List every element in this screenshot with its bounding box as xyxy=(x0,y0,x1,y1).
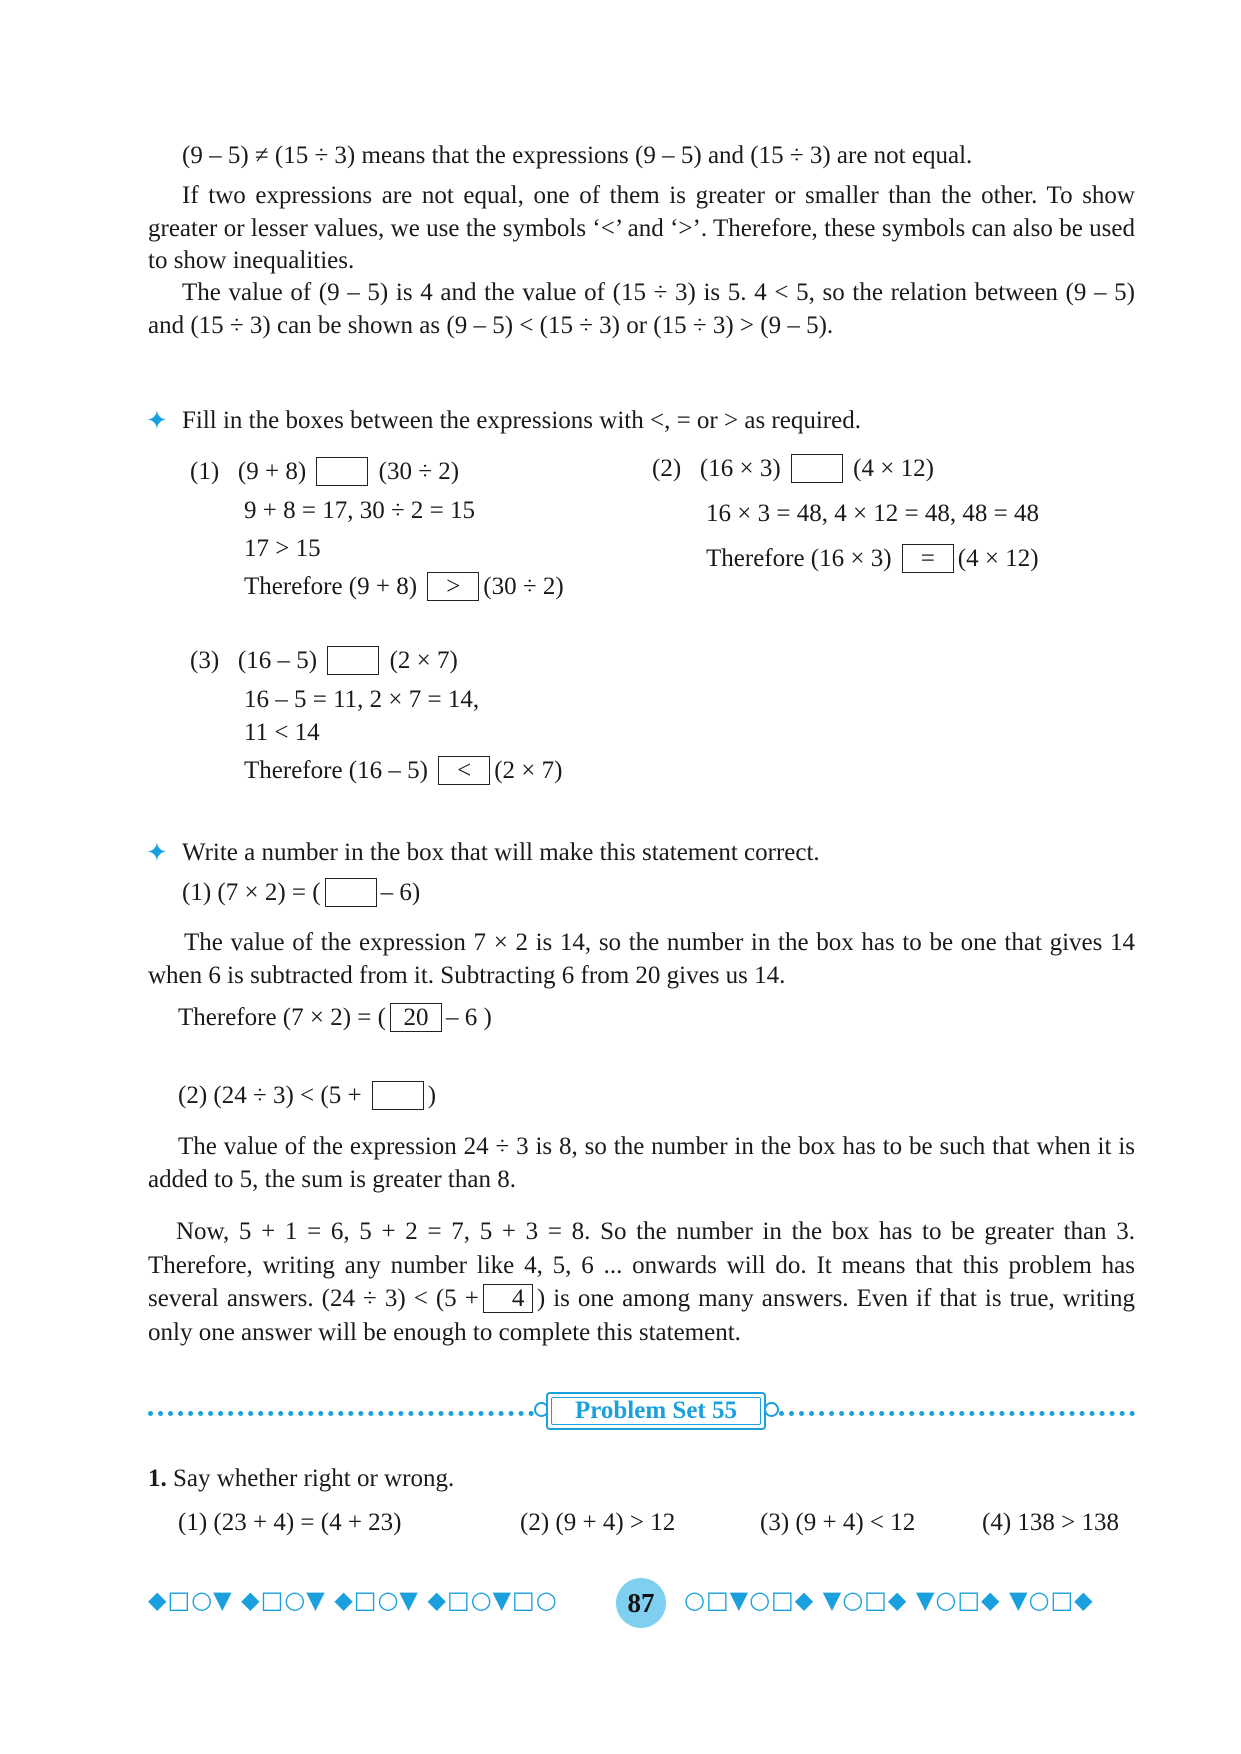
problem-number: 1. xyxy=(148,1465,167,1492)
star-bullet-icon: ✦ xyxy=(146,406,168,436)
therefore-text: Therefore (16 – 5) xyxy=(244,757,428,784)
problem-1 xyxy=(148,1463,454,1495)
write-explanation-3 xyxy=(148,1215,1135,1349)
example-1-compare: 17 > 15 xyxy=(244,535,321,562)
explanation-text: Now, 5 + 1 = 6, 5 + 2 = 7, 5 + 3 = 8. So the number in the box has to be greater than 3. Therefore, writing any number like 4, 5, 6 ... onwards will do. It means that this problem has several answers. (24 ÷ 3) < (5 + xyxy=(148,1218,1135,1312)
example-number: (3) xyxy=(190,647,220,674)
intro-line: (9 – 5) ≠ (15 ÷ 3) means that the expressions (9 – 5) and (15 ÷ 3) are not equal. xyxy=(182,142,973,169)
problem-item: (3) (9 + 4) < 12 xyxy=(760,1509,916,1536)
write-question-2 xyxy=(178,1080,436,1112)
page-number: 87 xyxy=(616,1578,666,1628)
write-instruction: Write a number in the box that will make this statement correct. xyxy=(182,839,820,866)
problem-item: (4) 138 > 138 xyxy=(982,1509,1119,1536)
therefore-text: Therefore (7 × 2) = ( xyxy=(178,1004,386,1031)
example-3-question xyxy=(190,645,458,677)
answer-box-filled: = xyxy=(902,544,954,573)
example-2-calc: 16 × 3 = 48, 4 × 12 = 48, 48 = 48 xyxy=(706,500,1039,527)
answer-box-filled: < xyxy=(438,756,490,785)
example-2-therefore xyxy=(706,543,1039,575)
expression-right: (30 ÷ 2) xyxy=(378,458,460,485)
therefore-text-end: – 6 ) xyxy=(445,1004,492,1031)
write-therefore-1 xyxy=(178,1002,492,1034)
question-text-end: – 6) xyxy=(380,879,421,906)
problem-item: (2) (9 + 4) > 12 xyxy=(520,1509,676,1536)
expression-right: (30 ÷ 2) xyxy=(483,573,564,600)
therefore-text: Therefore (9 + 8) xyxy=(244,573,418,600)
star-bullet-icon: ✦ xyxy=(146,838,168,868)
example-1-question xyxy=(190,456,459,488)
dotted-divider-left xyxy=(148,1411,534,1416)
footer-ornament-left-icon: ◆□○▼ ◆□○▼ ◆□○▼ ◆□○▼□○ xyxy=(148,1586,558,1614)
write-question-1 xyxy=(182,877,420,909)
expression-right: (4 × 12) xyxy=(853,455,934,482)
answer-box-filled: > xyxy=(427,572,479,601)
expression-right: (2 × 7) xyxy=(389,647,458,674)
answer-box-empty[interactable] xyxy=(327,646,379,675)
question-text: (2) (24 ÷ 3) < (5 + xyxy=(178,1082,362,1109)
expression-left: (16 – 5) xyxy=(237,647,318,674)
example-1-calc: 9 + 8 = 17, 30 ÷ 2 = 15 xyxy=(244,497,476,524)
question-text: (1) (7 × 2) = ( xyxy=(182,879,321,906)
example-3-therefore xyxy=(244,755,562,787)
ring-ornament-icon xyxy=(764,1402,779,1417)
answer-box-filled: 20 xyxy=(390,1003,442,1032)
problem-text: Say whether right or wrong. xyxy=(173,1465,455,1492)
intro-paragraph-relation: The value of (9 – 5) is 4 and the value of (15 ÷ 3) is 5. 4 < 5, so the relation between (9 – 5) and (15 ÷ 3) can be shown as (9 – 5) < (15 ÷ 3) or (15 ÷ 3) > (9 – 5). xyxy=(148,279,1135,339)
problem-item: (1) (23 + 4) = (4 + 23) xyxy=(178,1509,402,1536)
problem-set-title: Problem Set 55 xyxy=(546,1392,766,1430)
answer-box-empty[interactable] xyxy=(791,454,843,483)
answer-box-empty[interactable] xyxy=(316,457,368,486)
answer-box-empty[interactable] xyxy=(325,878,377,907)
footer-ornament-right-icon: ○□▼○□◆ ▼○□◆ ▼○□◆ ▼○□◆ xyxy=(684,1586,1094,1614)
example-1-therefore xyxy=(244,571,564,603)
example-number: (2) xyxy=(652,455,682,482)
answer-box-empty[interactable] xyxy=(372,1081,424,1110)
question-text-end: ) xyxy=(427,1082,437,1109)
write-explanation-2: The value of the expression 24 ÷ 3 is 8, so the number in the box has to be such that when it is added to 5, the sum is greater than 8. xyxy=(148,1133,1135,1193)
example-2-question xyxy=(652,453,934,485)
explanation-text-end: ) is one among many answers. Even if that is true, writing only one answer will be enough to complete this statement. xyxy=(148,1285,1135,1346)
expression-left: (9 + 8) xyxy=(237,458,307,485)
write-explanation-1: The value of the expression 7 × 2 is 14, so the number in the box has to be one that gives 14 when 6 is subtracted from it. Subtracting 6 from 20 gives us 14. xyxy=(148,929,1135,989)
expression-right: (2 × 7) xyxy=(494,757,563,784)
example-number: (1) xyxy=(190,458,220,485)
therefore-text: Therefore (16 × 3) xyxy=(706,545,892,572)
intro-paragraph-inequality: If two expressions are not equal, one of them is greater or smaller than the other. To show greater or lesser values, we use the symbols ‘<’ and ‘>’. Therefore, these symbols can also be used to show inequalities. xyxy=(148,182,1135,274)
problem-set-header xyxy=(148,1392,1135,1432)
dotted-divider-right xyxy=(779,1411,1135,1416)
expression-left: (16 × 3) xyxy=(699,455,781,482)
expression-right: (4 × 12) xyxy=(957,545,1039,572)
answer-box-filled: 4 xyxy=(483,1284,533,1313)
fill-instruction: Fill in the boxes between the expressions with <, = or > as required. xyxy=(182,407,861,434)
example-3-calc: 16 – 5 = 11, 2 × 7 = 14, xyxy=(244,686,480,713)
example-3-compare: 11 < 14 xyxy=(244,719,320,746)
